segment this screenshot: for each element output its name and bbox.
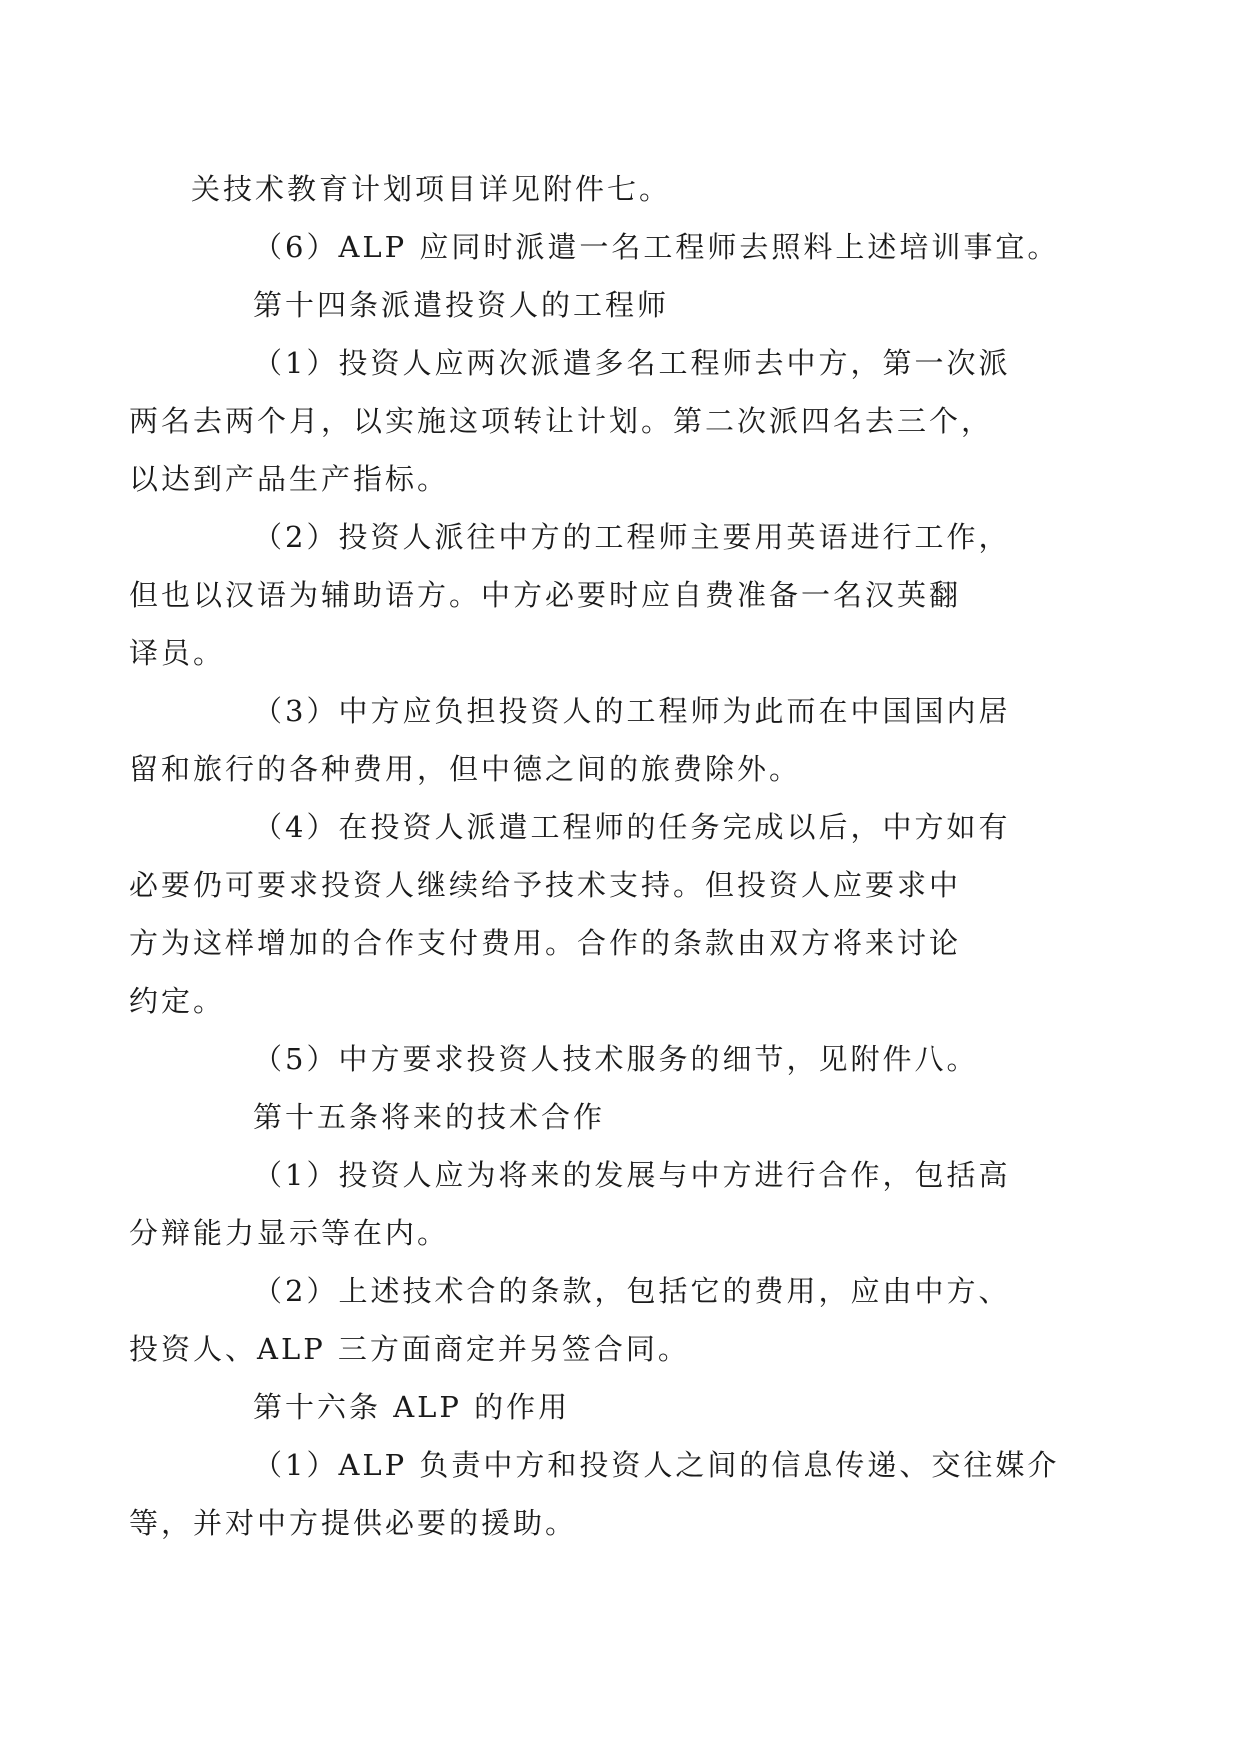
- text-line: 关技术教育计划项目详见附件七。: [191, 172, 672, 206]
- text-line: （6）ALP 应同时派遣一名工程师去照料上述培训事宜。: [253, 230, 1060, 264]
- text-line: 方为这样增加的合作支付费用。合作的条款由双方将来讨论: [129, 926, 962, 960]
- text-line: 必要仍可要求投资人继续给予技术支持。但投资人应要求中: [129, 868, 962, 902]
- paragraph-item-6: [191, 218, 1081, 276]
- text-line: （1）ALP 负责中方和投资人之间的信息传递、交往媒介: [253, 1448, 1060, 1482]
- text-line: 以达到产品生产指标。: [129, 462, 450, 496]
- text-line: 投资人、ALP 三方面商定并另签合同。: [129, 1332, 690, 1366]
- paragraph-continuation: [191, 160, 1081, 218]
- text-line: （2）投资人派往中方的工程师主要用英语进行工作，: [253, 520, 1011, 554]
- text-line: （1）投资人应两次派遣多名工程师去中方，第一次派: [253, 346, 1011, 380]
- document-body: [129, 160, 1081, 1552]
- text-line: 约定。: [129, 984, 226, 1018]
- paragraph-15-1: [129, 1146, 1081, 1262]
- text-line: 但也以汉语为辅助语方。中方必要时应自费准备一名汉英翻: [129, 578, 962, 612]
- article-15-heading: [191, 1088, 1081, 1146]
- text-line: 留和旅行的各种费用，但中德之间的旅费除外。: [129, 752, 802, 786]
- paragraph-16-1: [129, 1436, 1081, 1552]
- paragraph-15-2: [129, 1262, 1081, 1378]
- text-line: 两名去两个月，以实施这项转让计划。第二次派四名去三个，: [129, 404, 994, 438]
- paragraph-14-2: [129, 508, 1081, 682]
- paragraph-14-3: [129, 682, 1081, 798]
- heading-text: 第十五条将来的技术合作: [253, 1100, 606, 1134]
- text-line: 分辩能力显示等在内。: [129, 1216, 450, 1250]
- text-line: （1）投资人应为将来的发展与中方进行合作，包括高: [253, 1158, 1011, 1192]
- text-line: 等，并对中方提供必要的援助。: [129, 1506, 578, 1540]
- article-14-heading: [191, 276, 1081, 334]
- article-16-heading: [191, 1378, 1081, 1436]
- heading-text: 第十六条 ALP 的作用: [253, 1390, 571, 1424]
- paragraph-14-4: [129, 798, 1081, 1030]
- text-line: （2）上述技术合的条款，包括它的费用，应由中方、: [253, 1274, 1011, 1308]
- text-line: （4）在投资人派遣工程师的任务完成以后，中方如有: [253, 810, 1011, 844]
- text-line: 译员。: [129, 636, 226, 670]
- text-line: （5）中方要求投资人技术服务的细节，见附件八。: [253, 1042, 979, 1076]
- paragraph-14-5: [191, 1030, 1081, 1088]
- heading-text: 第十四条派遣投资人的工程师: [253, 288, 670, 322]
- text-line: （3）中方应负担投资人的工程师为此而在中国国内居: [253, 694, 1011, 728]
- paragraph-14-1: [129, 334, 1081, 508]
